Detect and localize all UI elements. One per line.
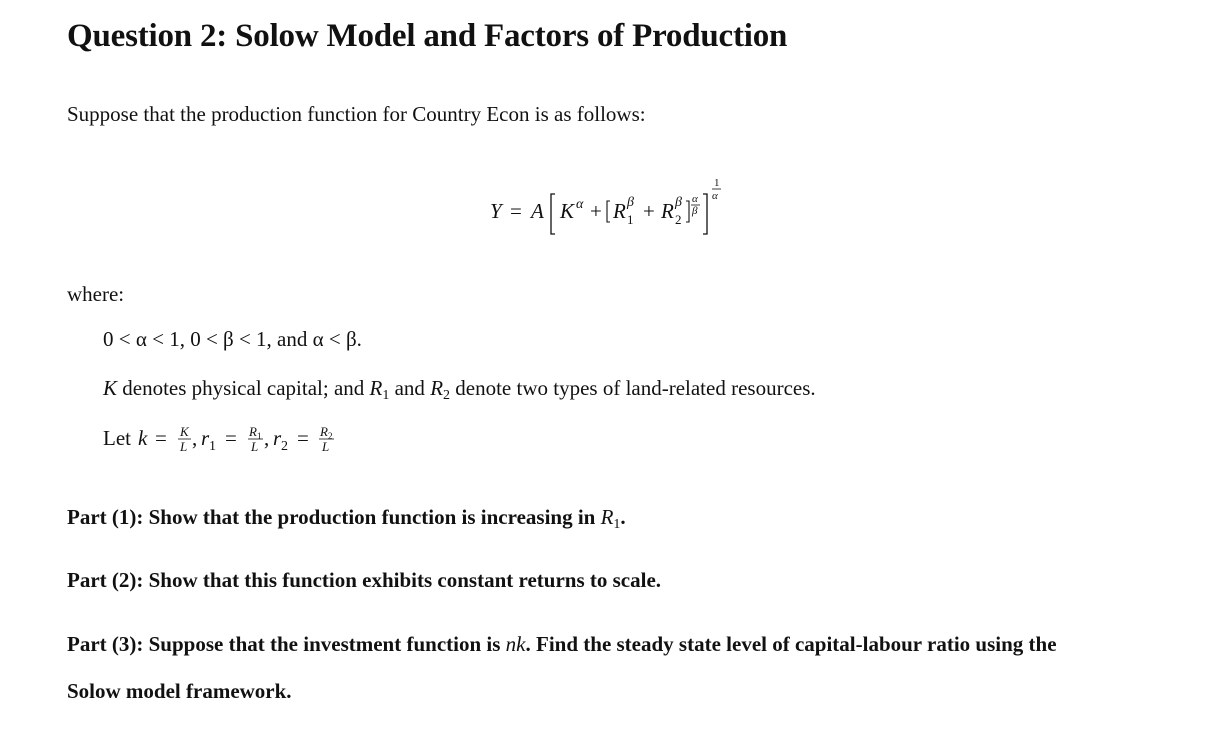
- frac1-den: L: [180, 439, 188, 454]
- let-eq2: =: [225, 426, 237, 450]
- part1-sub: 1: [613, 517, 621, 532]
- part-3-question-continued: Solow model framework.: [67, 679, 292, 703]
- variable-definitions: [103, 376, 816, 404]
- let-r2: r: [273, 426, 282, 450]
- def-text-1: denotes physical capital; and: [117, 376, 370, 400]
- eq-outer-num: 1: [714, 177, 720, 189]
- part1-end: .: [620, 505, 626, 529]
- let-eq3: =: [297, 426, 309, 450]
- eq-left-bracket: [551, 194, 555, 234]
- let-label: Let: [103, 426, 131, 450]
- per-worker-definitions: [103, 420, 403, 460]
- equation-svg: [490, 176, 780, 236]
- eq-inner-open: [607, 201, 610, 222]
- eq-k: K: [560, 199, 575, 223]
- part3-text: Part (3): Suppose that the investment function is: [67, 632, 506, 656]
- let-eq1: =: [155, 426, 167, 450]
- part-2-question: Part (2): Show that this function exhibits constant returns to scale.: [67, 568, 662, 592]
- part-1-question: [67, 505, 626, 533]
- def-text-and: and: [389, 376, 431, 400]
- production-function-equation: [490, 176, 780, 236]
- let-r1-sub: 1: [209, 439, 216, 454]
- eq-r2: R: [661, 199, 674, 223]
- where-label: where:: [67, 282, 125, 306]
- part-3-question: [67, 632, 1057, 657]
- eq-r1: R: [613, 199, 626, 223]
- eq-outer-den: α: [712, 190, 718, 202]
- eq-y: Y: [490, 199, 502, 223]
- eq-ab-num: α: [692, 193, 698, 205]
- intro-text: Suppose that the production function for Country Econ is as follows:: [67, 102, 646, 126]
- per-worker-svg: [103, 420, 403, 460]
- var-r1: R: [369, 376, 383, 400]
- def-text-end: denote two types of land-related resources.: [450, 376, 816, 400]
- frac2-num-sub: 1: [257, 431, 262, 441]
- var-r2-sub: 2: [443, 388, 451, 403]
- eq-r2-exp: β: [675, 195, 682, 210]
- frac3-den: L: [322, 439, 330, 454]
- eq-k-exp: α: [576, 197, 584, 212]
- var-k: K: [103, 376, 118, 400]
- parameter-conditions: 0 < α < 1, 0 < β < 1, and α < β.: [103, 327, 362, 351]
- part3-end: . Find the steady state level of capital-labour ratio using the: [525, 632, 1057, 656]
- var-r1-sub: 1: [382, 388, 390, 403]
- part1-text: Part (1): Show that the production function is increasing in: [67, 505, 601, 529]
- comma1: ,: [192, 426, 198, 450]
- eq-equals: =: [510, 199, 522, 223]
- eq-r2-sub: 2: [675, 212, 682, 227]
- eq-inner-close: [686, 201, 689, 222]
- part1-var: R: [600, 505, 614, 529]
- var-r2: R: [430, 376, 444, 400]
- eq-r1-sub: 1: [627, 212, 634, 227]
- comma2: ,: [264, 426, 270, 450]
- frac2-num: R: [249, 424, 257, 439]
- eq-r1-exp: β: [627, 195, 634, 210]
- let-r2-sub: 2: [281, 439, 288, 454]
- frac3-num-sub: 2: [328, 431, 333, 441]
- eq-a: A: [531, 199, 544, 223]
- let-k: k: [138, 426, 148, 450]
- frac2-den: L: [251, 439, 259, 454]
- eq-right-bracket: [703, 194, 707, 234]
- eq-plus2: +: [643, 199, 655, 223]
- frac3-num: R: [320, 424, 328, 439]
- eq-ab-den: β: [692, 205, 698, 217]
- part3-var: nk: [505, 632, 526, 656]
- question-title: Question 2: Solow Model and Factors of Production: [67, 18, 788, 54]
- let-r1: r: [201, 426, 210, 450]
- eq-plus1: +: [590, 199, 602, 223]
- frac1-num: K: [180, 424, 189, 439]
